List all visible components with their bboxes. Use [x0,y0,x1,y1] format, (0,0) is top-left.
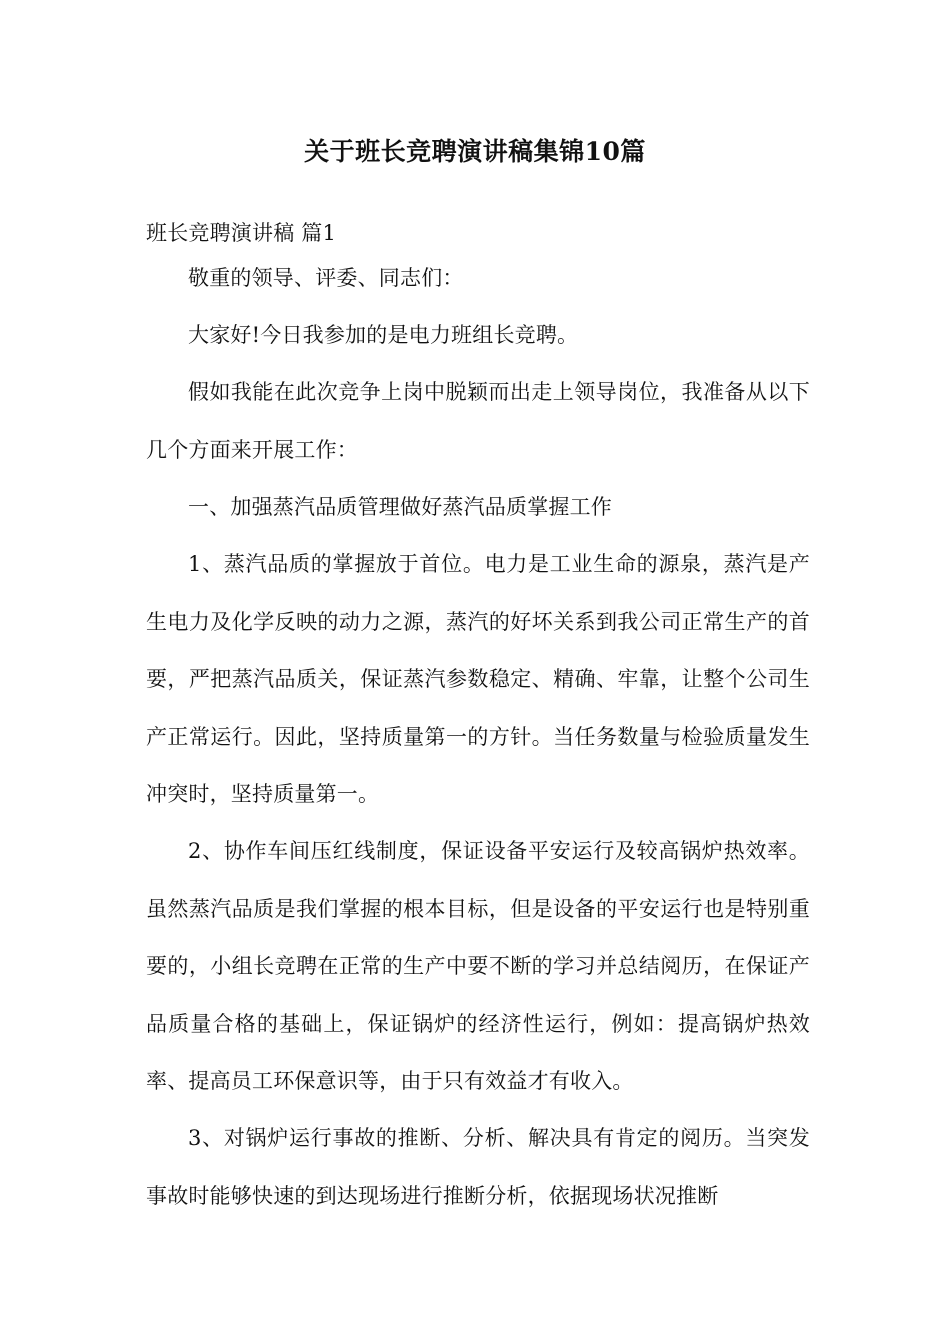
paragraph-point-3: 3、对锅炉运行事故的推断、分析、解决具有肯定的阅历。当突发事故时能够快速的到达现场进行推断分析，依据现场状况推断 [146,1126,810,1208]
paragraph-heading-one: 一、加强蒸汽品质管理做好蒸汽品质掌握工作 [188,495,612,519]
paragraph-point-2: 2、协作车间压红线制度，保证设备平安运行及较高锅炉热效率。虽然蒸汽品质是我们掌握的根本目标，但是设备的平安运行也是特别重要的，小组长竞聘在正常的生产中要不断的学习并总结阅历，在保证产品质量合格的基础上，保证锅炉的经济性运行，例如：提高锅炉热效率、提高员工环保意识等，由于只有效益才有收入。 [146,839,810,1093]
document-title: 关于班长竞聘演讲稿集锦10篇 [304,137,646,166]
paragraph-intro: 大家好!今日我参加的是电力班组长竞聘。 [188,323,579,347]
paragraph-plan: 假如我能在此次竞争上岗中脱颖而出走上领导岗位，我准备从以下几个方面来开展工作： [146,380,810,462]
section-heading: 班长竞聘演讲稿 篇1 [146,221,337,245]
paragraph-point-1: 1、蒸汽品质的掌握放于首位。电力是工业生命的源泉，蒸汽是产生电力及化学反映的动力之源，蒸汽的好坏关系到我公司正常生产的首要，严把蒸汽品质关，保证蒸汽参数稳定、精确、牢靠，让整个公司生产正常运行。因此，坚持质量第一的方针。当任务数量与检验质量发生冲突时，坚持质量第一。 [146,552,810,806]
paragraph-greeting: 敬重的领导、评委、同志们： [188,266,464,290]
